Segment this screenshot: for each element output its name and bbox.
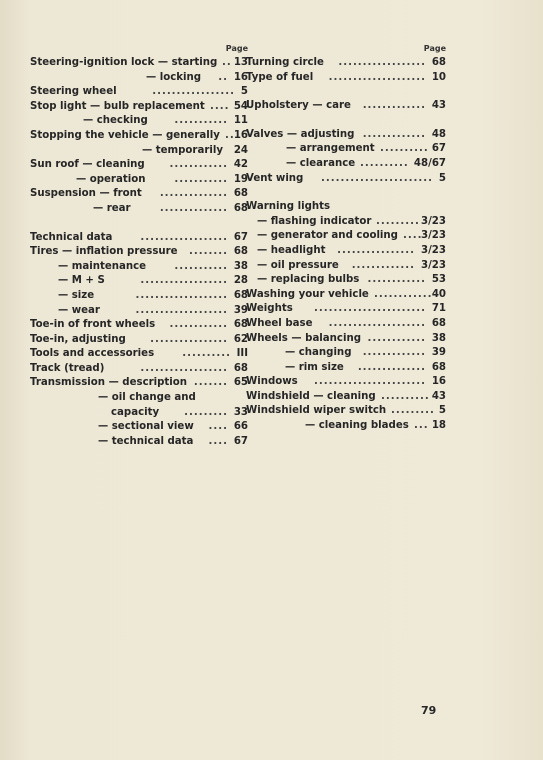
index-entry xyxy=(30,114,248,129)
index-entry-text: — sectional view xyxy=(98,421,194,433)
index-entry xyxy=(30,318,248,333)
index-entry-page: 53 xyxy=(431,274,446,286)
index-entry-page: 39 xyxy=(233,304,248,316)
leader-dots: .. xyxy=(218,71,228,83)
index-entry-text: Track (tread) xyxy=(30,362,105,374)
index-entry-page: 18 xyxy=(431,420,446,432)
index-entry-text: Stop light — bulb replacement xyxy=(30,100,205,112)
index-entry-text: — wear xyxy=(58,304,100,316)
index-entry-page: 33 xyxy=(233,406,248,418)
index-entry xyxy=(246,375,446,390)
leader-dots: .............. xyxy=(357,361,426,373)
index-entry-text: Vent wing xyxy=(246,172,304,184)
index-entry xyxy=(30,173,248,188)
index-entry xyxy=(246,404,446,419)
index-entry-page: 24 xyxy=(233,144,248,156)
index-entry-text: — temporarily xyxy=(142,144,223,156)
index-entry xyxy=(246,273,446,288)
index-entry xyxy=(246,361,446,376)
index-entry xyxy=(30,231,248,246)
index-entry-text: Suspension — front xyxy=(30,188,142,200)
index-entry xyxy=(246,317,446,332)
index-entry-text: Transmission — description xyxy=(30,377,188,389)
index-entry-page: 67 xyxy=(233,435,248,447)
index-entry xyxy=(30,435,248,450)
index-entry-text: Technical data xyxy=(30,231,113,243)
index-entry-page: 67 xyxy=(431,143,446,155)
index-entry-page: 68 xyxy=(233,319,248,331)
index-entry-text: Steering wheel xyxy=(30,86,117,98)
index-entry-page: 11 xyxy=(233,115,248,127)
leader-dots: .......... xyxy=(182,348,231,360)
index-entry-text: Sun roof — cleaning xyxy=(30,159,145,171)
index-entry-page: 40 xyxy=(431,288,446,300)
index-entry-page: 38 xyxy=(233,260,248,272)
index-entry xyxy=(30,347,248,362)
index-entry xyxy=(30,158,248,173)
index-entry-text: — flashing indicator xyxy=(257,215,372,227)
leader-dots: ............. xyxy=(362,128,426,140)
index-entry xyxy=(30,129,248,144)
leader-dots: ......... xyxy=(184,406,228,418)
index-entry-text: Turning circle xyxy=(246,57,324,68)
index-entry-text: — rear xyxy=(93,202,131,214)
leader-dots: .................. xyxy=(140,275,228,287)
index-entry-text: — changing xyxy=(285,347,352,359)
leader-dots: ................ xyxy=(150,333,228,345)
leader-dots: .......... xyxy=(381,390,430,402)
index-entry xyxy=(246,172,446,187)
index-entry xyxy=(246,71,446,86)
index-entry-text: — generator and cooling xyxy=(257,230,398,242)
index-entry-page: 68 xyxy=(431,317,446,329)
index-entry-text: Tires — inflation pressure xyxy=(30,246,178,258)
index-entry-text: Stopping the vehicle — generally xyxy=(30,129,220,141)
leader-dots: .................. xyxy=(140,231,228,243)
index-entry-text: Wheels — balancing xyxy=(246,332,362,344)
index-entry xyxy=(246,128,446,143)
index-entry-text: — clearance xyxy=(286,157,356,169)
index-entry xyxy=(30,245,248,260)
leader-dots: ........... xyxy=(174,173,228,185)
leader-dots: ... xyxy=(414,420,429,432)
leader-dots: .................. xyxy=(140,362,228,374)
leader-dots: .................... xyxy=(328,71,426,83)
index-entry xyxy=(246,259,446,274)
index-entry-page: 67 xyxy=(233,231,248,243)
leader-dots: ....................... xyxy=(320,172,433,184)
index-entry-text: — locking xyxy=(146,71,202,83)
index-entry-text: Weights xyxy=(246,303,293,315)
index-column-left xyxy=(30,42,248,449)
index-entry-page: 5 xyxy=(438,172,446,184)
index-entry-text: — arrangement xyxy=(286,143,375,155)
leader-dots: .... xyxy=(208,435,228,447)
index-entry-page: 16 xyxy=(431,376,446,388)
index-entry xyxy=(30,289,248,304)
index-entry-text: — oil change and xyxy=(98,392,196,404)
index-entry xyxy=(30,406,248,421)
leader-dots: ......... xyxy=(376,215,420,227)
leader-dots: ........... xyxy=(174,115,228,127)
index-entry-text: Windshield — cleaning xyxy=(246,390,376,402)
index-entry xyxy=(246,229,446,244)
column-header: Page xyxy=(423,44,446,53)
page-number: 79 xyxy=(421,704,437,717)
index-entry xyxy=(30,376,248,391)
index-entry-page: 68 xyxy=(431,361,446,373)
index-entry-page: 10 xyxy=(431,71,446,83)
index-entry-page: III xyxy=(236,348,248,360)
index-entry-page: 28 xyxy=(233,275,248,287)
index-column-right xyxy=(246,42,446,434)
leader-dots: .............. xyxy=(159,202,228,214)
index-entry-text: Toe-in of front wheels xyxy=(30,319,156,331)
index-entry-page: 13 xyxy=(233,57,248,68)
index-entry-text: Windshield wiper switch xyxy=(246,405,387,417)
index-entry xyxy=(30,391,248,406)
index-entry-text: Tools and accessories xyxy=(30,348,155,360)
index-entry xyxy=(30,202,248,217)
index-entry-page: 3/23 xyxy=(421,230,446,242)
index-entry xyxy=(30,71,248,86)
index-entry xyxy=(246,157,446,172)
index-entry-text: Wheel base xyxy=(246,317,313,329)
index-entry-text: Warning lights xyxy=(246,201,331,213)
index-entry-text: — oil pressure xyxy=(257,259,339,271)
index-entry-page: 3/23 xyxy=(421,259,446,271)
index-entry-page: 43 xyxy=(431,100,446,112)
index-entry-page: 38 xyxy=(431,332,446,344)
index-entry xyxy=(246,332,446,347)
index-entry-page: 5 xyxy=(240,86,248,98)
leader-dots: ............ xyxy=(169,319,228,331)
leader-dots: ............ xyxy=(374,288,433,300)
index-entry xyxy=(30,274,248,289)
index-entry-text: Washing your vehicle xyxy=(246,288,369,300)
index-entry xyxy=(246,215,446,230)
index-entry xyxy=(246,56,446,71)
index-entry-text: Toe-in, adjusting xyxy=(30,333,126,345)
index-entry-page: 68 xyxy=(233,188,248,200)
leader-dots: ................... xyxy=(135,304,228,316)
index-entry xyxy=(246,142,446,157)
index-entry-page: 43 xyxy=(431,390,446,402)
index-entry-text: — technical data xyxy=(98,435,194,447)
index-entry xyxy=(246,200,446,215)
leader-dots: ............ xyxy=(169,159,228,171)
index-entry-page: 68 xyxy=(233,289,248,301)
index-entry-page: 16 xyxy=(233,71,248,83)
index-entry xyxy=(246,419,446,434)
index-entry-text: — rim size xyxy=(285,361,344,373)
leader-dots: .......... xyxy=(360,157,409,169)
index-entry-text: Windows xyxy=(246,376,298,388)
index-entry xyxy=(30,85,248,100)
leader-dots: ......... xyxy=(391,405,435,417)
index-entry xyxy=(30,420,248,435)
index-entry-page: 68 xyxy=(233,202,248,214)
index-entry xyxy=(30,144,248,159)
index-entry-text: — cleaning blades xyxy=(305,420,409,432)
leader-dots: ............ xyxy=(367,274,426,286)
index-entry-page: 65 xyxy=(233,377,248,389)
index-entry-page: 62 xyxy=(233,333,248,345)
leader-dots: ............. xyxy=(351,259,415,271)
leader-dots: .... xyxy=(210,100,230,112)
leader-dots: .................... xyxy=(328,317,426,329)
leader-dots: ........ xyxy=(189,246,228,258)
index-entry-text: Upholstery — care xyxy=(246,100,351,112)
leader-dots: ....................... xyxy=(313,376,426,388)
index-entry-page: 48/67 xyxy=(413,157,446,169)
index-entry-text: Type of fuel xyxy=(246,71,314,83)
index-entry-text: — operation xyxy=(76,173,146,185)
index-entry-page: 68 xyxy=(233,362,248,374)
index-entry-page: 42 xyxy=(233,159,248,171)
leader-dots: ............. xyxy=(362,347,426,359)
index-entry-page: 3/23 xyxy=(421,215,446,227)
leader-dots: ................. xyxy=(152,86,235,98)
leader-dots: ................ xyxy=(337,244,415,256)
index-entry-text: — M + S xyxy=(58,275,105,287)
index-entry-text: capacity xyxy=(111,406,160,418)
index-entry xyxy=(246,288,446,303)
index-entry-page: 68 xyxy=(431,57,446,68)
leader-dots: .... xyxy=(208,421,228,433)
leader-dots: ....................... xyxy=(313,303,426,315)
index-entry xyxy=(30,56,248,71)
leader-dots: .................. xyxy=(338,57,426,68)
leader-dots: .. xyxy=(225,129,235,141)
index-entry-text: — checking xyxy=(83,115,148,127)
index-entry xyxy=(30,100,248,115)
index-entry-text: — size xyxy=(58,289,95,301)
index-entry xyxy=(246,346,446,361)
leader-dots: .... xyxy=(403,230,423,242)
leader-dots: .......... xyxy=(380,143,429,155)
index-entry-page: 16 xyxy=(233,129,248,141)
index-entry xyxy=(30,187,248,202)
index-entry xyxy=(246,302,446,317)
index-entry-page: 68 xyxy=(233,246,248,258)
index-entry-text: Valves — adjusting xyxy=(246,128,355,140)
leader-dots: .............. xyxy=(159,188,228,200)
index-entry-page: 71 xyxy=(431,303,446,315)
index-entry xyxy=(246,244,446,259)
index-entry-text: — replacing bulbs xyxy=(257,274,360,286)
index-entry-page: 3/23 xyxy=(421,244,446,256)
index-entry xyxy=(246,390,446,405)
index-entry xyxy=(30,362,248,377)
leader-dots: ................... xyxy=(135,289,228,301)
leader-dots: ............. xyxy=(362,100,426,112)
index-entry xyxy=(30,260,248,275)
index-entry-text: Steering-ignition lock — starting xyxy=(30,57,218,68)
index-entry-page: 48 xyxy=(431,128,446,140)
index-entry-page: 19 xyxy=(233,173,248,185)
leader-dots: ........... xyxy=(174,260,228,272)
index-entry xyxy=(246,99,446,114)
leader-dots: ............ xyxy=(367,332,426,344)
index-entry xyxy=(30,304,248,319)
index-entry-page: 54 xyxy=(233,100,248,112)
index-entry-text: — headlight xyxy=(257,244,326,256)
column-header: Page xyxy=(225,44,248,53)
leader-dots: ....... xyxy=(193,377,228,389)
index-entry-text: — maintenance xyxy=(58,260,147,272)
index-entry xyxy=(30,333,248,348)
index-entry-page: 5 xyxy=(438,405,446,417)
index-entry-page: 66 xyxy=(233,421,248,433)
leader-dots: .. xyxy=(222,57,232,68)
entries-right xyxy=(246,56,446,434)
index-entry-page: 39 xyxy=(431,347,446,359)
entries-left xyxy=(30,56,248,449)
